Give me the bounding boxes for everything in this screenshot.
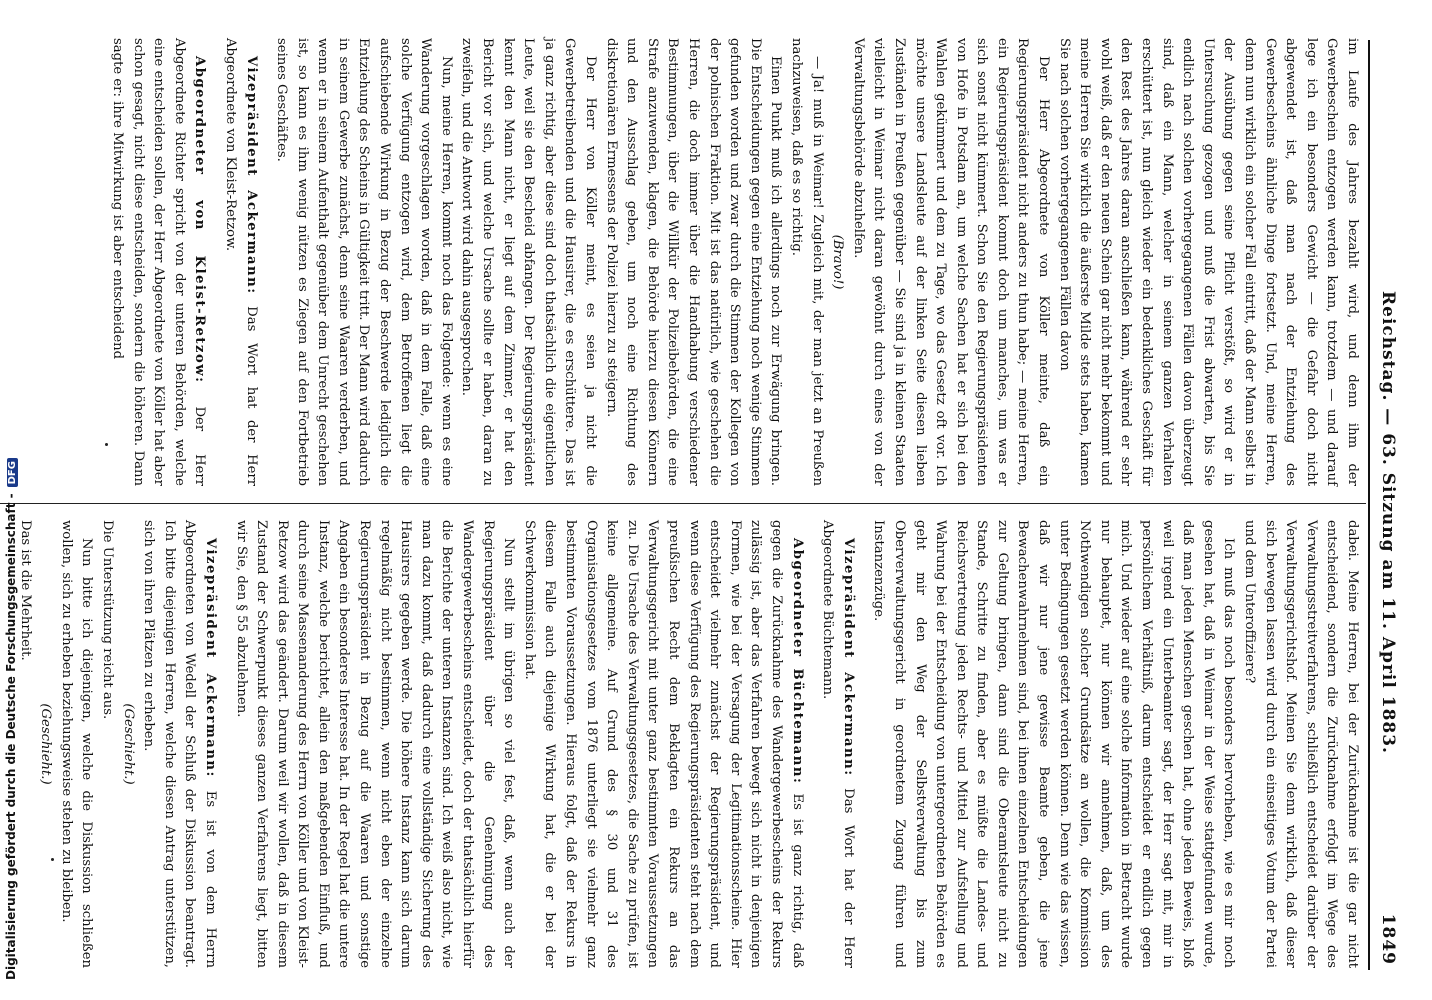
- speech-text: Das Wort hat der Herr Abgeordnete Büchtemann.: [820, 520, 856, 969]
- speaker-name: Vizepräsident Ackermann:: [243, 56, 259, 295]
- header-rule: [1368, 40, 1370, 970]
- speech-text: Das Wort hat der Herr Abgeordnete von Kleist-Retzow.: [222, 38, 259, 487]
- paragraph: — Ja! muß in Weimar! Zugleich mit, der man jetzt an Preußen nachzuweisen, daß es so richtig.: [788, 38, 825, 486]
- digitization-note: Digitalisierung gefördert durch die Deutsche Forschungsgemeinschaft -: [4, 493, 18, 980]
- dfg-logo: DFG: [7, 458, 18, 487]
- speech-text: Es ist von dem Herrn Abgeordneten von Wedell der Schluß der Diskussion beantragt. Ich bitte diejenigen Herren, welche diesen Antrag unterstützen, sich von ihren Plätzen zu erheben.: [141, 520, 218, 968]
- paragraph: im Laufe des Jahres bezahlt wird, und denn ihm der Gewerbeschein entzogen werden kann, trotzdem — und darauf lege ich ein besonders Gewicht — die Gefahr doch nicht abgewendet ist, daß man nach der Entziehung des Gewerbescheins ähnliche Dinge fortsetzt. Und, meine Herren, denn nun wirklich ein solcher Fall eintritt, daß der Mann selbst in der Ausübung gegen seine Pflicht verstößt, so wird er in Untersuchung gezogen und muß die Frist abwarten, bis Sie endlich nach solchen vorhergegangenen Fällen davon überzeugt sind, daß ein Mann, welcher in seinem ganzen Verhalten erschüttert ist, nun gleich wieder ein bedenkliches Geschäft für den Rest des Jahres daran anschließen kann, während er sehr wohl weiß, daß er den neuen Schein gar nicht mehr bekommt und meine Herren Sie wirklich die äußerste Milde stets haben, kamen Sie nach solchen vorhergegangenen Fällen davon: [1056, 38, 1360, 486]
- paragraph: Die Unterstützung reicht aus.: [99, 520, 115, 720]
- paragraph-gap: [220, 520, 230, 968]
- paragraph: Nun stellt im übrigen so viel fest, daß, wenn auch der Regierungspräsident über die Genehmigung des Wandergewerbescheins entscheidet, doch der thatsächlich hierfür die Berichte der unteren Instanzen sind. Ich weiß also nicht, wie man dazu kommt, daß dadurch eine vollständige Sicherung des Hausirers gegeben werde. Die höhere Instanz kann sich darum regelmäßig nicht bestimmen, wenn nicht eben der einzelne Regierungspräsident in Bezug auf die Waaren und sonstige Angaben ein besonderes Interesse hat. In der Regel hat die untere Instanz, welche berichtet, allein den maßgebenden Einfluß, und durch seine Massenanderung des Herrn von Köller und von Kleist-Retzow wird das geändert. Darum weil wir wollen, daß in diesem Zustand der Schwerpunkt dieses ganzen Verfahrens liegt, bitten wir Sie, den § 55 abzulehnen.: [233, 520, 517, 968]
- paragraph: Nun bitte ich diejenigen, welche die Diskussion schließen wollen, sich zu erheben beziehungsweise stehen zu bleiben.: [58, 520, 95, 968]
- paragraph: Nun, meine Herren, kommt noch das Folgende: wenn es eine Wanderung vorgeschlagen worden, daß in dem Falle, daß eine solche Verfügung entzogen wird, dem Betroffenen liegt die aufschiebende Wirkung in Bezug der Beschwerde lediglich die Entziehung des Scheins in Gültigkeit tritt. Der Mann wird dadurch in seinem Gewerbe zunächst, denn seine Waaren verderben, und wenn er in seinem Aufenthalt gegenüber dem Unrecht geschehen ist, so kann es ihm wenig nützen es Ziegen auf den Fortbetrieb seines Geschäftes.: [274, 38, 454, 486]
- speaker-name: Vizepräsident Ackermann:: [202, 538, 218, 778]
- paragraph: Das ist die Mehrheit.: [17, 520, 33, 661]
- paragraph-gap: [807, 520, 817, 968]
- paragraph-gap: [858, 520, 868, 968]
- scan-speck: [51, 858, 54, 861]
- page-header-title: Reichstag. — 63. Sitzung am 11. April 1883.: [1378, 291, 1398, 754]
- digitization-footer: [4, 458, 18, 980]
- stage-direction: (Bravo!): [830, 234, 846, 290]
- paragraph: dabei. Meine Herren, bei der Zurücknahme ist die gar nicht entscheidend, sondern die Zurücknahme erfolgt im Wege des Verwaltungsstreitverfahrens, schließlich entscheidet darüber der Verwaltungsgerichtshof. Meinen Sie denn wirklich, daß dieser sich bewegen lassen wird durch ein einseitiges Votum der Partei und dem Unteroffiziere?: [1242, 520, 1360, 968]
- stage-direction: (Geschieht.): [120, 703, 136, 785]
- speaker-name: Abgeordneter Büchtemann:: [789, 538, 805, 785]
- paragraph: [817, 520, 858, 968]
- paragraph-gap: [209, 38, 219, 486]
- column-separator: [0, 503, 1366, 504]
- right-text-column: [14, 520, 1362, 968]
- speaker-name: Abgeordneter von Kleist-Retzow:: [192, 56, 208, 384]
- paragraph: Ich muß das noch besonders hervorheben, wie es mir noch gesehen hat, daß in Weimar in der Weise stattgefunden wurde, daß man jeden Menschen geschen hat, ohne jeden Beweis, bloß weil irgend ein Unterbeamter sagt, der Herr sagt mit, mir in persönlichem Verhältniß, darum entscheidet er endlich gegen mich. Und wieder auf eine solche Information in Betracht wurde nur behauptet, nur können wir annehmen, daß, um des Nothwendigen solcher Grundsätze an wollen, die Kommission unter Bedingungen gesetzt werden können. Denn wie das wissen, daß wir nur jene gewisse Beamte geben, die jene Bewachenwahrnehmen sind, bei ihnen einzelnen Entscheidungen zur Geltung bringen, dann sind die Oberamtsleute nicht zu Stande, Schritte zu finden, aber es müßte die Landes- und Reichsvertretung jeden Rechts- und Mittel zur Aufstellung und Wahrung bei der Entscheidung von untergeordneten Behörden es geht mir den Weg der Selbstverwaltung bis zum Oberverwaltungsgericht in geordnetem Zugang führen und Instanzenzüge.: [871, 520, 1237, 968]
- left-text-column: [106, 38, 1362, 486]
- paragraph: [138, 520, 220, 968]
- paragraph: [518, 520, 806, 968]
- paragraph: Der Herr Abgeordnete von Köller meinte, daß ein Regierungspräsident nicht anders zu thun habe; — meine Herren, ein Regierungspräsident kommt doch um manches, um was er sich sonst nicht kümmert. Schon Sie den Regierungspräsidenten von Hofe in Potsdam an, um welche Sachen hat er sich bei den Wahlen gekümmert und dem zu Tage, wo das Gesetz oft vor. Ich möchte unsere Landsleute auf der linken Seite diesen lieben Zuständen in Preußen gegenüber — Sie sind ja in kleinen Staaten vielleicht in Weimar nicht daran gewöhnt durch eines von der Verwaltungsbehörde abzuhelfen.: [850, 38, 1052, 486]
- scan-speck: [105, 443, 108, 446]
- speaker-name: Vizepräsident Ackermann:: [840, 538, 856, 777]
- paragraph: [106, 38, 209, 486]
- speech-text: Der Herr Abgeordnete Richter spricht von der unteren Behörden, welche eine entscheiden sollen, der Herr Abgeordnete von Köller hat aber schon gesagt, nicht diese entscheiden, sondern die höheren. Dann sagte er: ihre Mitwirkung ist aber entscheidend: [109, 38, 208, 486]
- paragraph-gap: [261, 38, 271, 486]
- page-header: [1374, 80, 1402, 965]
- paragraph: Der Herr von Köller meint, es seien ja nicht die Gewerbetreibenden und die Hausirer, die es erschüttere. Das ist ja ganz richtig, aber diese sind doch thatsächlich die eigentlichen Leute, weil sie den Bescheid abfangen. Der Regierungspräsident kennt den Mann nicht, er liegt auf dem Zimmer, er hat den Bericht vor sich, und welche Ursache sollte er haben, daran zu zweifeln, und die Antwort wird dahin ausgesprochen.: [459, 38, 599, 486]
- speech-text: Es ist ganz richtig, daß gegen die Zurücknahme des Wandergewerbescheins der Rekurs zulässig ist, aber das Verfahren bewegt sich nicht in denjenigen Formen, wie bei der Versagung der Legitimationsscheine. Hier entscheidet vielmehr zunächst der Regierungspräsident, und wenn diese Verfügung des Regierungspräsidenten steht nach dem preußischen Recht dem Beklagten ein Rekurs an das Verwaltungsgericht mit unter ganz bestimmten Voraussetzungen zu. Die Ursache des Verwaltungsgesetzes, die Sache zu prüfen, ist keine allgemeine. Auf Grund des § 30 und 31 des Organisationsgesetzes vom 1876 unterliegt sie vielmehr ganz bestimmten Voraussetzungen. Hieraus folgt, daß der Rekurs in diesem Falle auch diejenige Wirkung hat, die er bei der Schwerkommission hat.: [521, 520, 805, 968]
- stage-direction: (Geschieht.): [38, 703, 54, 785]
- paragraph: [219, 38, 260, 486]
- paragraph: Einen Punkt muß ich allerdings noch zur Erwägung bringen. Die Entscheidungen gegen eine Entziehung noch wenige Stimmen gefunden worden und zwar durch die Stimmen der Kollegen von der polnischen Fraktion. Mit ist das natürlich, wie geschehen die Herren, die doch immer über die Handhabung verschiedener Bestimmungen, über die Willkür der Polizeibehörden, die eine Strafe anzuwenden, klagen, die Behörde hierzu diesen Könnern und den Ausschlag geben, um noch eine Richtung des diskretionären Ermessens der Polizei hierzu zu steigern.: [603, 38, 784, 486]
- page-number: 1849: [1378, 913, 1398, 965]
